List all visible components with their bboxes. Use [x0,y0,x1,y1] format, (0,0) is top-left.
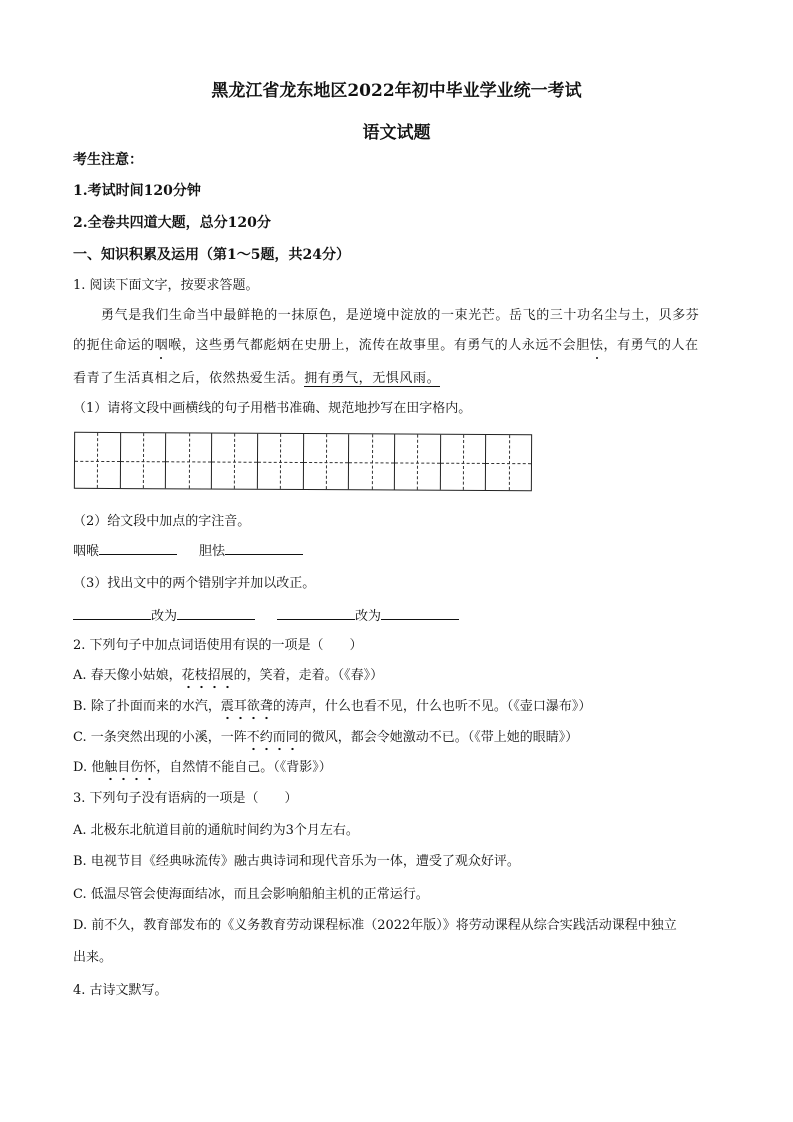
dotted-phrase: 触目伤怀 [104,759,156,781]
answer-blank[interactable] [381,607,459,620]
tianzige-grid[interactable] [74,432,532,491]
answer-blank[interactable] [99,542,177,555]
notice-item: 2.全卷共四道大题，总分120分 [73,215,271,231]
question-1-stem: 1. 阅读下面文字，按要求答题。 [73,278,259,293]
answer-blank[interactable] [73,607,151,620]
passage-text: ，有勇气的人在 [603,338,699,353]
dotted-phrase: 不约而同 [247,729,299,751]
option-a [73,667,383,685]
question-2-stem: 2. 下列句子中加点词语使用有误的一项是（ ） [73,638,363,653]
sub-question-2: （2）给文段中加点的字注音。 [73,514,251,529]
underlined-sentence: 拥有勇气，无惧风雨。 [304,371,441,386]
pinyin-word: 咽喉 [73,544,100,559]
section-heading: 一、知识积累及运用（第1～5题，共24分） [73,247,350,263]
option-text: D. 他 [73,760,105,775]
passage-text: 的扼住命运的 [73,338,155,353]
answer-blank[interactable] [277,607,355,620]
dotted-phrase: 震耳欲聋 [221,698,273,720]
option-text: A. 春天像小姑娘， [73,668,182,683]
passage-line: 勇气是我们生命当中最鲜艳的一抹原色，是逆境中淀放的一束光芒。岳飞的三十功名尘与土，贝多芬 [101,308,700,323]
change-label: 改为 [355,609,382,624]
option-text: 的涛声，什么也看不见，什么也听不见。（《壶口瀑布》） [272,699,592,714]
passage-text: 喉，这些勇气都彪炳在史册上，流传在故事里。有勇气的人永远不会胆 [168,338,590,353]
option-c: C. 低温尽管会使海面结冰，而且会影响船舶主机的正常运行。 [73,887,429,902]
pinyin-blanks [73,542,303,561]
notice-item: 1.考试时间120分钟 [73,183,201,199]
option-text: B. 除了扑面而来的水汽， [73,699,221,714]
dotted-char: 怯 [589,338,604,353]
correction-blanks [73,607,459,626]
passage-text: 看青了生活真相之后，依然热爱生活。 [73,371,305,386]
passage-line [73,337,699,355]
option-d: D. 前不久，教育部发布的《义务教育劳动课程标准（2022年版）》将劳动课程从综合实践活动课程中独立 [73,918,677,933]
option-text: ，自然情不能自己。（《背影》） [156,760,332,775]
answer-blank[interactable] [225,542,303,555]
sub-question-1: （1）请将文段中画横线的句子用楷书准确、规范地抄写在田字格内。 [73,401,472,416]
notice-heading: 考生注意： [73,152,143,168]
dotted-phrase: 花枝招展 [182,667,234,689]
option-text: 的微风，都会令她激动不已。（《带上她的眼睛》） [298,730,579,745]
answer-blank[interactable] [177,607,255,620]
option-b [73,698,591,716]
pinyin-word: 胆怯 [199,544,226,559]
dotted-char: 咽 [154,338,169,353]
option-d-continued: 出来。 [73,950,113,965]
question-3-stem: 3. 下列句子没有语病的一项是（ ） [73,791,298,806]
passage-line [73,370,440,388]
option-text: C. 一条突然出现的小溪，一阵 [73,730,247,745]
option-a: A. 北极东北航道目前的通航时间约为3个月左右。 [73,823,359,838]
option-d [73,759,332,777]
sub-question-3: （3）找出文中的两个错别字并加以改正。 [73,576,316,591]
option-c [73,729,578,747]
option-b: B. 电视节目《经典咏流传》融古典诗词和现代音乐为一体，遭受了观众好评。 [73,854,520,869]
exam-subtitle: 语文试题 [362,123,431,143]
option-text: 的，笑着，走着。（《春》） [233,668,384,683]
change-label: 改为 [151,609,178,624]
question-4-stem: 4. 古诗文默写。 [73,983,168,998]
exam-title: 黑龙江省龙东地区2022年初中毕业学业统一考试 [211,81,582,101]
